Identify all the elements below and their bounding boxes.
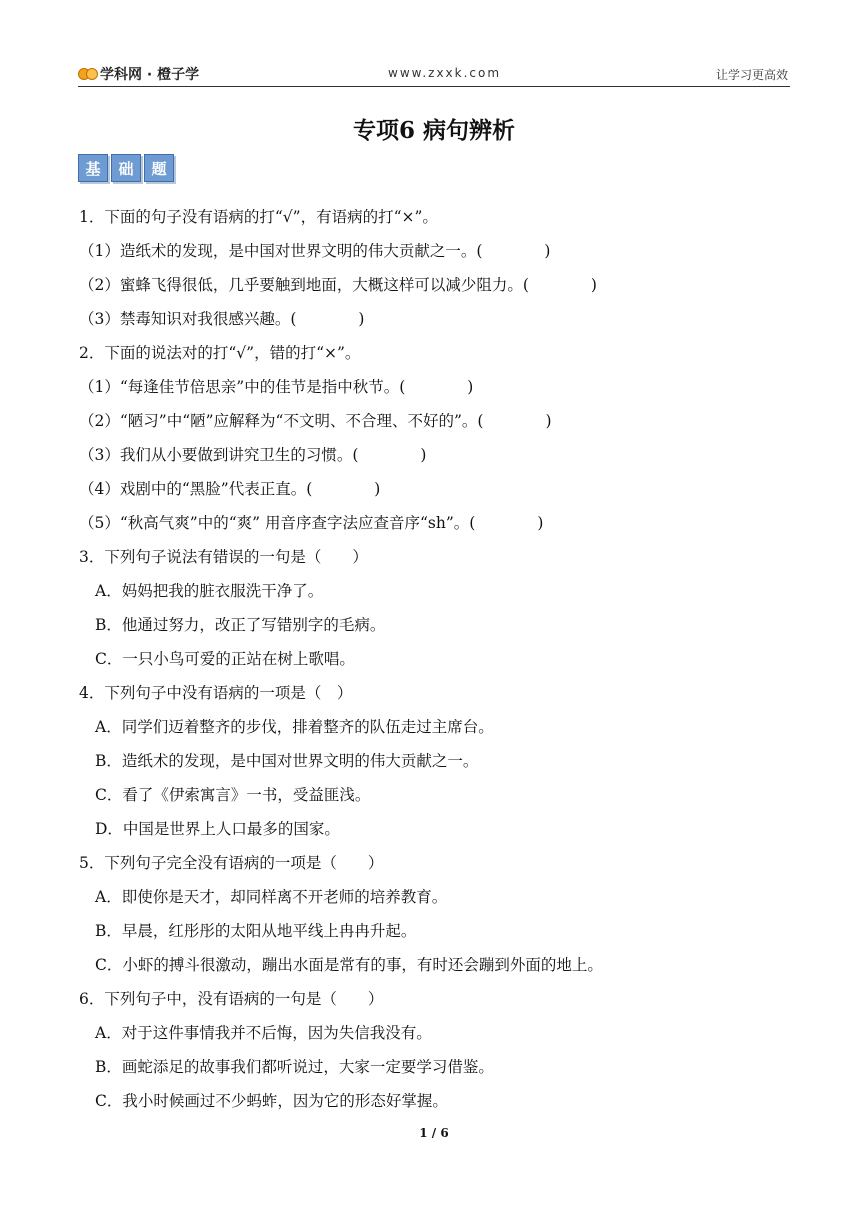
question-5-option-a: A．即使你是天才，却同样离不开老师的培养教育。 — [95, 888, 448, 906]
question-3-stem: 3．下列句子说法有错误的一句是（ ） — [79, 548, 368, 566]
page-header — [78, 60, 790, 87]
question-1-stem: 1．下面的句子没有语病的打“√”，有语病的打“×”。 — [79, 208, 438, 226]
logo-icon — [78, 68, 98, 81]
question-2-item-5: （5）“秋高气爽”中的“爽” 用音序查字法应查音序“sh”。( ) — [79, 514, 544, 532]
page-number: 1 / 6 — [419, 1126, 449, 1140]
question-5-stem: 5．下列句子完全没有语病的一项是（ ） — [79, 854, 384, 872]
question-4-option-d: D．中国是世界上人口最多的国家。 — [95, 820, 340, 838]
question-4-option-a: A．同学们迈着整齐的步伐，排着整齐的队伍走过主席台。 — [95, 718, 494, 736]
question-1-item-3: （3）禁毒知识对我很感兴趣。( ) — [79, 310, 365, 328]
question-1-item-2: （2）蜜蜂飞得很低，几乎要触到地面，大概这样可以减少阻力。( ) — [79, 276, 597, 294]
slogan: 让学习更高效 — [715, 68, 788, 82]
question-2-item-2: （2）“陋习”中“陋”应解释为“不文明、不合理、不好的”。( ) — [79, 412, 552, 430]
logo — [78, 64, 199, 84]
question-2-item-1: （1）“每逢佳节倍思亲”中的佳节是指中秋节。( ) — [79, 378, 474, 396]
badge-char: 基 — [78, 154, 108, 182]
question-4-stem: 4．下列句子中没有语病的一项是（ ） — [79, 684, 353, 702]
question-3-option-a: A．妈妈把我的脏衣服洗干净了。 — [95, 582, 324, 600]
site-url: www.zxxk.com — [388, 66, 502, 80]
question-3-option-c: C．一只小鸟可爱的正站在树上歌唱。 — [95, 650, 355, 668]
question-1-item-1: （1）造纸术的发现，是中国对世界文明的伟大贡献之一。( ) — [79, 242, 551, 260]
logo-text: 学科网 · 橙子学 — [100, 67, 200, 83]
section-badge — [78, 154, 174, 182]
question-5-option-b: B．早晨，红彤彤的太阳从地平线上冉冉升起。 — [95, 922, 417, 940]
question-2-item-4: （4）戏剧中的“黑脸”代表正直。( ) — [79, 480, 381, 498]
question-2-stem: 2．下面的说法对的打“√”，错的打“×”。 — [79, 344, 361, 362]
question-4-option-b: B．造纸术的发现，是中国对世界文明的伟大贡献之一。 — [95, 752, 479, 770]
badge-char: 础 — [111, 154, 141, 182]
question-5-option-c: C．小虾的搏斗很激动，蹦出水面是常有的事，有时还会蹦到外面的地上。 — [95, 956, 603, 974]
question-6-option-a: A．对于这件事情我并不后悔，因为失信我没有。 — [95, 1024, 432, 1042]
question-3-option-b: B．他通过努力，改正了写错别字的毛病。 — [95, 616, 386, 634]
document-title: 专项6 病句辨析 — [352, 117, 515, 144]
question-6-stem: 6．下列句子中，没有语病的一句是（ ） — [79, 990, 384, 1008]
question-6-option-b: B．画蛇添足的故事我们都听说过，大家一定要学习借鉴。 — [95, 1058, 494, 1076]
badge-char: 题 — [144, 154, 174, 182]
question-2-item-3: （3）我们从小要做到讲究卫生的习惯。( ) — [79, 446, 427, 464]
question-6-option-c: C．我小时候画过不少蚂蚱，因为它的形态好掌握。 — [95, 1092, 448, 1110]
question-4-option-c: C．看了《伊索寓言》一书，受益匪浅。 — [95, 786, 371, 804]
